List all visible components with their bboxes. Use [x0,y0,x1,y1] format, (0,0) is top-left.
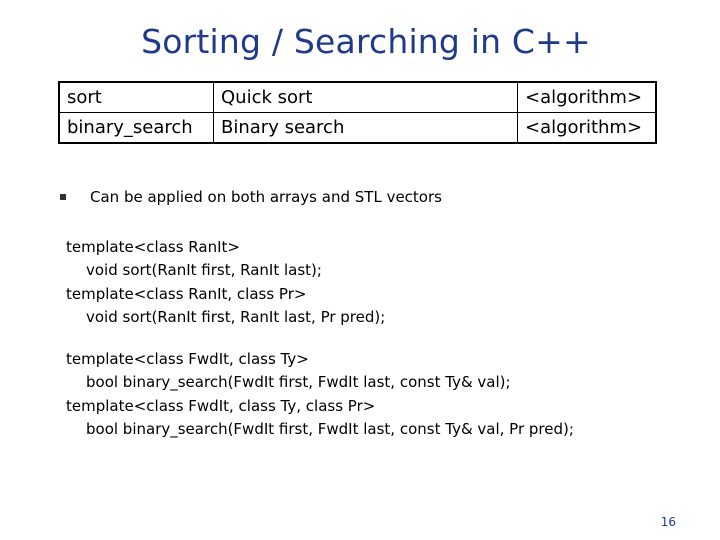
table-cell: sort [59,82,214,113]
code-line: template<class FwdIt, class Ty> [66,350,309,368]
page-number: 16 [660,515,676,529]
square-bullet-icon [60,194,66,200]
slide-title: Sorting / Searching in C++ [141,22,591,61]
code-line: template<class FwdIt, class Ty, class Pr> [66,396,376,415]
bullet-text: Can be applied on both arrays and STL vectors [90,188,442,206]
code-line: void sort(RanIt first, RanIt last, Pr pred); [86,307,386,326]
algorithm-table [58,81,657,144]
table-cell: <algorithm> [518,113,657,144]
table-row [59,113,656,144]
code-line: bool binary_search(FwdIt first, FwdIt last, const Ty& val, Pr pred); [86,419,574,438]
code-line: template<class RanIt, class Pr> [66,284,307,303]
table-row [59,82,656,113]
table-cell: Quick sort [214,82,518,113]
bullet-point [58,188,442,206]
binary-search-signatures [66,348,574,441]
table-cell: <algorithm> [518,82,657,113]
table-cell: Binary search [214,113,518,144]
code-line: void sort(RanIt first, RanIt last); [86,261,322,280]
code-line: template<class RanIt> [66,238,240,256]
sort-signatures [66,236,385,329]
code-line: bool binary_search(FwdIt first, FwdIt last, const Ty& val); [86,373,511,392]
table-cell: binary_search [59,113,214,144]
